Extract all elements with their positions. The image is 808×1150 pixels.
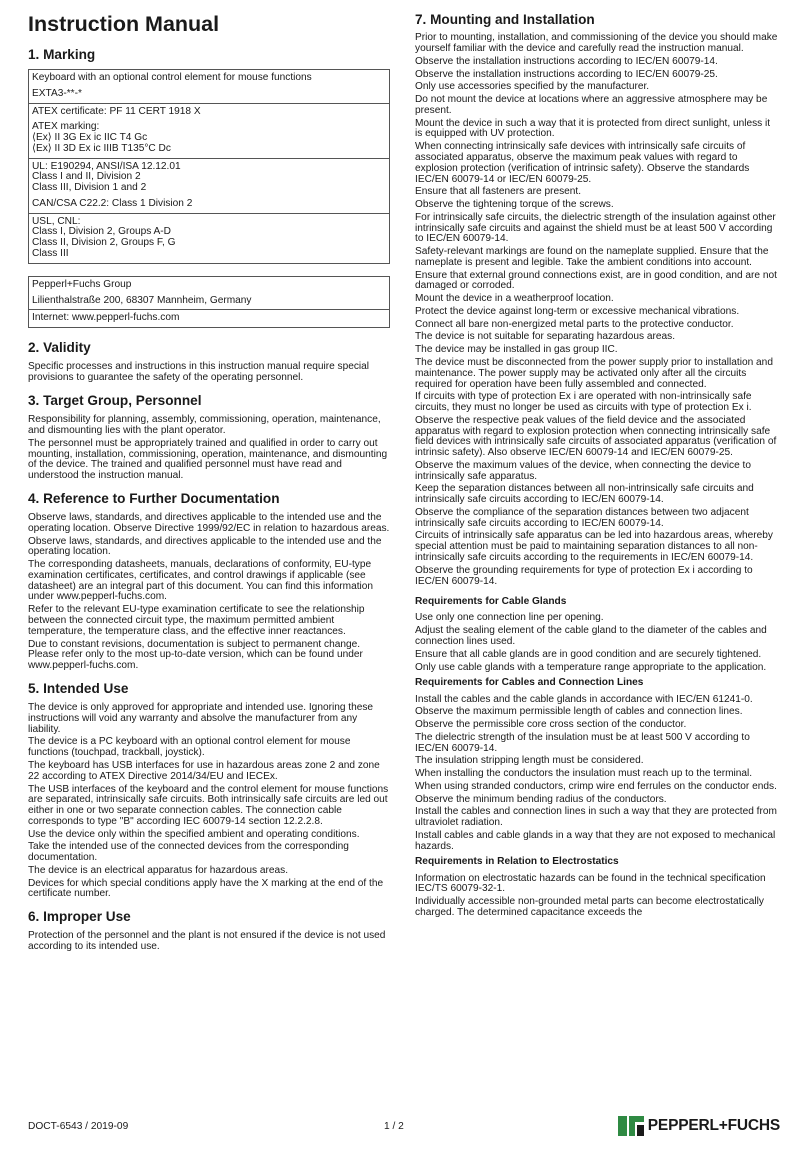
paragraph: Install the cables and the cable glands in accordance with IEC/EN 61241-0.: [415, 693, 753, 705]
paragraph: The keyboard has USB interfaces for use in hazardous areas zone 2 and zone 22 according to ATEX Directive 2014/34/EU and IECEx.: [28, 759, 380, 782]
paragraph: Observe the grounding requirements for type of protection Ex i according to IEC/EN 60079-14.: [415, 564, 753, 587]
paragraph: The USB interfaces of the keyboard and the control element for mouse functions are separated, intrinsically safe circuits. Both intrinsically safe circuits are led out either in one or two separate connection cables. The connection cable corresponds to type "B" according IEC 60079-14 section 12.2.2.8.: [28, 783, 389, 827]
paragraph: The device may be installed in gas group IIC.: [415, 344, 618, 356]
paragraph: Protect the device against long-term or excessive mechanical vibrations.: [415, 305, 740, 317]
table-line: Class I, Division 2, Groups A-D: [32, 226, 171, 238]
paragraph: Do not mount the device at locations where an aggressive atmosphere may be present.: [415, 94, 768, 116]
paragraph: When installing the conductors the insulation must reach up to the terminal.: [415, 768, 753, 780]
table-line: Lilienthalstraße 200, 68307 Mannheim, Germany: [32, 294, 252, 306]
paragraph: Only use accessories specified by the manufacturer.: [415, 81, 650, 93]
section-heading: 2. Validity: [28, 340, 91, 356]
requirements-subsection: [415, 677, 780, 852]
marking-table: [28, 69, 390, 264]
paragraph: The device is a PC keyboard with an optional control element for mouse functions (touchpad, trackball, joystick).: [28, 736, 351, 759]
document-title: Instruction Manual: [28, 12, 220, 36]
section-heading: 4. Reference to Further Documentation: [28, 490, 280, 506]
section-6: [28, 909, 390, 953]
table-line: Pepperl+Fuchs Group: [32, 278, 132, 290]
paragraph: Individually accessible non-grounded metal parts can become electrostatically charged. The determined capacitance exceeds the: [415, 896, 764, 918]
subsection-heading: Requirements in Relation to Electrostatics: [415, 856, 619, 868]
requirements-subsection: [415, 856, 780, 918]
table-line: Class II, Division 2, Groups F, G: [32, 237, 176, 249]
paragraph: Use only one connection line per opening.: [415, 612, 604, 624]
paragraph: Safety-relevant markings are found on the nameplate supplied. Ensure that the nameplate is present and legible. Take the ambient conditions into account.: [415, 246, 769, 268]
table-line: Keyboard with an optional control element for mouse functions: [32, 72, 312, 84]
table-line: Class I and II, Division 2: [32, 171, 141, 183]
section-marking: [28, 47, 390, 328]
paragraph: Keep the separation distances between all non-intrinsically safe circuits and intrinsically safe circuits according to IEC/EN 60079-14.: [415, 483, 754, 506]
mounting-paragraphs: [415, 33, 780, 587]
table-line: ⟨Ex⟩ II 3G Ex ic IIC T4 Gc: [32, 132, 148, 144]
manufacturer-table: [28, 276, 390, 328]
paragraph: Observe the maximum values of the device, when connecting the device to intrinsically safe apparatus.: [415, 459, 751, 482]
table-line: ⟨Ex⟩ II 3D Ex ic IIIB T135°C Dc: [32, 142, 171, 154]
paragraph: The device is only approved for appropriate and intended use. Ignoring these instructions will void any warranty and absolve the manufacturer from any liability.: [28, 702, 374, 735]
paragraph: Refer to the relevant EU-type examination certificate to see the relationship between the connected circuit type, the maximum permitted ambient temperature, the temperature class, and the effective inner reactances.: [28, 604, 365, 637]
table-cell: [29, 310, 389, 327]
table-line: ATEX marking:: [32, 121, 100, 133]
section-3: [28, 393, 390, 482]
table-line: USL, CNL:: [32, 215, 81, 227]
subsection-heading: Requirements for Cables and Connection Lines: [415, 677, 644, 689]
section-4: [28, 491, 390, 672]
table-line: UL: E190294, ANSI/ISA 12.12.01: [32, 160, 181, 172]
left-sections: [28, 340, 390, 953]
section-heading: 7. Mounting and Installation: [415, 12, 595, 27]
paragraph: Specific processes and instructions in this instruction manual require special provisions to guarantee the safety of the operating personnel.: [28, 361, 370, 384]
paragraph: Information on electrostatic hazards can be found in the technical specification IEC/TS 60079-32-1.: [415, 872, 766, 895]
paragraph: Observe the installation instructions according to IEC/EN 60079-14.: [415, 55, 718, 67]
table-cell: [29, 159, 389, 214]
paragraph: Prior to mounting, installation, and commissioning of the device you should make yourself familiar with the device and carefully read the instruction manual.: [415, 32, 778, 55]
paragraph: For intrinsically safe circuits, the dielectric strength of the insulation against other intrinsically safe circuits and against the shield must be at least 500 V according to IEC/EN 60079-14.: [415, 211, 776, 245]
table-line: CAN/CSA C22.2: Class 1 Division 2: [32, 197, 193, 209]
paragraph: Adjust the sealing element of the cable gland to the diameter of the cables and connection lines used.: [415, 625, 767, 648]
paragraph: Mount the device in a weatherproof location.: [415, 293, 614, 305]
table-cell: [29, 70, 389, 104]
paragraph: Use the device only within the specified ambient and operating conditions.: [28, 828, 360, 840]
paragraph: Observe the compliance of the separation distances between two adjacent intrinsically safe circuits according to IEC/EN 60079-14.: [415, 506, 749, 529]
paragraph: If circuits with type of protection Ex i are operated with non-intrinsically safe circuits, they must no longer be used as circuits with type of protection Ex i.: [415, 391, 752, 414]
paragraph: The device must be disconnected from the power supply prior to installation and maintenance. The power supply may be activated only after all the circuits required for operation have been fully assembled and connected.: [415, 356, 773, 390]
paragraph: Observe the respective peak values of the field device and the associated apparatus with regard to explosion protection when connecting intrinsically safe field devices with intrinsically safe circuits of associated apparatus (verification of intrinsic safety). Also observe IEC/EN 60079-14 and IEC/EN 60079-25.: [415, 414, 777, 459]
paragraph: Take the intended use of the connected devices from the corresponding documentation.: [28, 841, 349, 864]
table-cell: [29, 214, 389, 263]
right-column: [415, 12, 780, 923]
paragraph: Connect all bare non-energized metal parts to the protective conductor.: [415, 318, 734, 330]
table-line: Class III, Division 1 and 2: [32, 182, 147, 194]
paragraph: Responsibility for planning, assembly, commissioning, operation, maintenance, and dismounting lies with the plant operator.: [28, 414, 381, 436]
paragraph: Install the cables and connection lines in such a way that they are protected from ultraviolet radiation.: [415, 806, 777, 829]
left-column: [28, 12, 390, 962]
paragraph: Observe the maximum permissible length of cables and connection lines.: [415, 706, 743, 718]
document-id: DOCT-6543 / 2019-09: [28, 1121, 129, 1132]
paragraph: Observe laws, standards, and directives applicable to the intended use and the operating location. Observe Directive 1999/92/EC in relation to hazardous areas.: [28, 512, 390, 534]
brand-logo: [618, 1116, 780, 1136]
paragraph: The device is an electrical apparatus for hazardous areas.: [28, 864, 289, 876]
paragraph: Observe the minimum bending radius of the conductors.: [415, 793, 667, 805]
table-line: EXTA3-**-*: [32, 87, 82, 99]
paragraph: Mount the device in such a way that it is protected from direct sunlight, unless it is equipped with UV protection.: [415, 117, 771, 140]
paragraph: The personnel must be appropriately trained and qualified in order to carry out mounting, installation, commissioning, operation, maintenance, and dismounting of the device. The trained and qualified personnel must have read and understood the instruction manual.: [28, 437, 388, 482]
section-5: [28, 681, 390, 900]
paragraph: Due to constant revisions, documentation is subject to permanent change. Please refer only to the most up-to-date version, which can be found under www.pepperl-fuchs.com.: [28, 638, 363, 672]
table-cell: [29, 104, 389, 159]
paragraph: The insulation stripping length must be considered.: [415, 755, 644, 767]
paragraph: The device is not suitable for separating hazardous areas.: [415, 331, 676, 343]
section-heading: 6. Improper Use: [28, 909, 131, 925]
section-heading: 5. Intended Use: [28, 680, 129, 696]
section-heading: 1. Marking: [28, 46, 96, 62]
paragraph: The dielectric strength of the insulation must be at least 500 V according to IEC/EN 60079-14.: [415, 731, 750, 754]
paragraph: Observe the installation instructions according to IEC/EN 60079-25.: [415, 68, 718, 80]
paragraph: When using stranded conductors, crimp wire end ferrules on the conductor ends.: [415, 780, 777, 792]
paragraph: Ensure that external ground connections exist, are in good condition, and are not damaged or corroded.: [415, 269, 777, 292]
paragraph: Circuits of intrinsically safe apparatus can be led into hazardous areas, whereby special attention must be paid to maintaining separation distances to all non-intrinsically safe circuits according to the requirements in IEC/EN 60079-14.: [415, 530, 773, 563]
requirements-subsection: [415, 596, 780, 673]
paragraph: Observe the tightening torque of the screws.: [415, 199, 614, 211]
paragraph: The corresponding datasheets, manuals, declarations of conformity, EU-type examination certificates, certificates, and control drawings if applicable (see datasheet) are an integral part of this document. You can find this information under www.pepperl-fuchs.com.: [28, 559, 374, 603]
paragraph: Only use cable glands with a temperature range appropriate to the application.: [415, 661, 767, 673]
section-mounting: [415, 12, 780, 587]
requirements-subsections: [415, 596, 780, 918]
table-line: ATEX certificate: PF 11 CERT 1918 X: [32, 105, 201, 117]
paragraph: Devices for which special conditions apply have the X marking at the end of the certificate number.: [28, 877, 384, 900]
paragraph: Observe laws, standards, and directives applicable to the intended use and the operating location.: [28, 535, 382, 558]
paragraph: Ensure that all fasteners are present.: [415, 186, 582, 198]
section-2: [28, 340, 390, 384]
page-number: 1 / 2: [384, 1121, 404, 1132]
section-heading: 3. Target Group, Personnel: [28, 392, 202, 408]
paragraph: Install cables and cable glands in a way that they are not exposed to mechanical hazards.: [415, 829, 776, 852]
paragraph: Observe the permissible core cross section of the conductor.: [415, 719, 687, 731]
logo-wordmark: PEPPERL+FUCHS: [647, 1117, 780, 1134]
paragraph: When connecting intrinsically safe devices with intrinsically safe circuits of associated apparatus, observe the maximum peak values with regard to explosion protection (verification of intrinsic safety). Observe the standards IEC/EN 60079-14 or IEC/EN 60079-25.: [415, 141, 750, 185]
pf-logo-icon: [618, 1116, 644, 1136]
table-line: Class III: [32, 247, 69, 259]
subsection-heading: Requirements for Cable Glands: [415, 596, 567, 608]
table-line: Internet: www.pepperl-fuchs.com: [32, 312, 180, 324]
table-cell: [29, 277, 389, 311]
paragraph: Protection of the personnel and the plant is not ensured if the device is not used according to its intended use.: [28, 930, 386, 953]
paragraph: Ensure that all cable glands are in good condition and are securely tightened.: [415, 648, 762, 660]
